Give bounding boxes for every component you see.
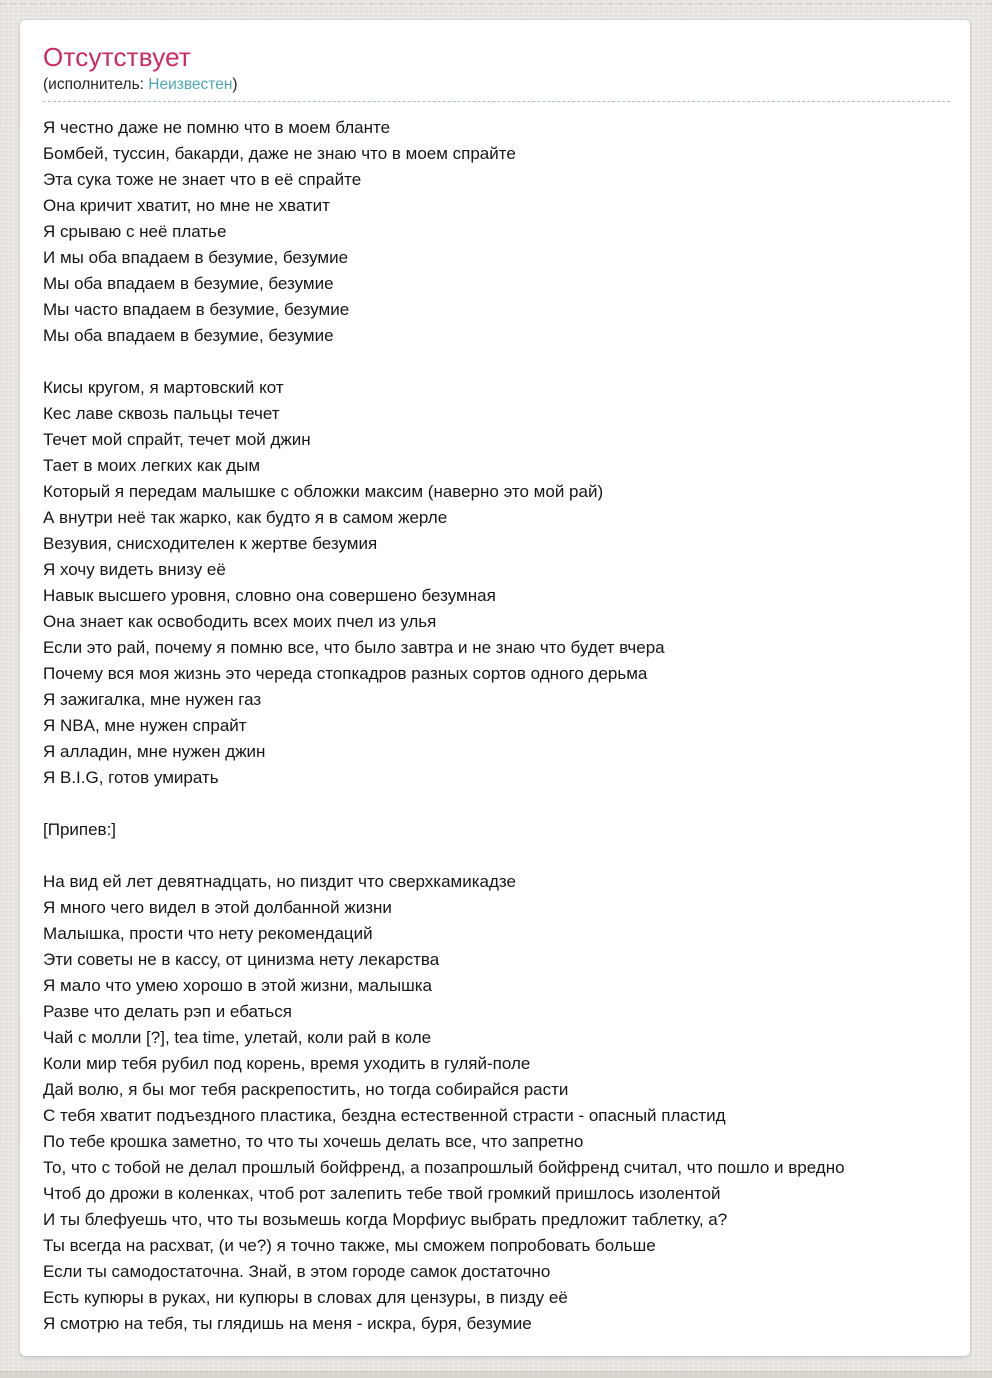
lyric-line: Который я передам малышке с обложки максим (наверно это мой рай) bbox=[43, 481, 604, 501]
lyric-line: Если ты самодостаточна. Знай, в этом городе самок достаточно bbox=[43, 1261, 551, 1281]
lyric-line: Она кричит хватит, но мне не хватит bbox=[43, 195, 330, 215]
stanza bbox=[43, 817, 950, 843]
lyric-line: Она знает как освободить всех моих пчел из улья bbox=[43, 611, 437, 631]
song-title: Отсутствует bbox=[43, 42, 192, 72]
stanza bbox=[43, 375, 950, 791]
song-header bbox=[43, 43, 950, 102]
lyric-line: Кес лаве сквозь пальцы течет bbox=[43, 403, 280, 423]
lyric-line: По тебе крошка заметно, то что ты хочешь делать все, что запретно bbox=[43, 1131, 584, 1151]
lyric-line: Я мало что умею хорошо в этой жизни, малышка bbox=[43, 975, 432, 995]
stitched-top-border bbox=[0, 3, 992, 5]
lyric-line: Если это рай, почему я помню все, что было завтра и не знаю что будет вчера bbox=[43, 637, 665, 657]
lyric-line: Течет мой спрайт, течет мой джин bbox=[43, 429, 311, 449]
artist-line bbox=[43, 76, 950, 94]
lyrics-card bbox=[20, 20, 970, 1356]
lyric-line: Везувия, снисходителен к жертве безумия bbox=[43, 533, 378, 553]
lyric-line: Я много чего видел в этой долбанной жизни bbox=[43, 897, 392, 917]
lyric-line: Я срываю с неё платье bbox=[43, 221, 227, 241]
lyric-line: Навык высшего уровня, словно она совершено безумная bbox=[43, 585, 496, 605]
lyric-line: Мы оба впадаем в безумие, безумие bbox=[43, 325, 334, 345]
lyric-line: А внутри неё так жарко, как будто я в самом жерле bbox=[43, 507, 448, 527]
lyric-line: Коли мир тебя рубил под корень, время уходить в гуляй-поле bbox=[43, 1053, 531, 1073]
lyric-line: Я хочу видеть внизу её bbox=[43, 559, 226, 579]
lyric-line: На вид ей лет девятнадцать, но пиздит что сверхкамикадзе bbox=[43, 871, 516, 891]
lyric-line: И ты блефуешь что, что ты возьмешь когда Морфиус выбрать предложит таблетку, а? bbox=[43, 1209, 728, 1229]
lyric-line: Тает в моих легких как дым bbox=[43, 455, 261, 475]
lyric-line: Дай волю, я бы мог тебя раскрепостить, но тогда собирайся расти bbox=[43, 1079, 569, 1099]
lyric-line: Я зажигалка, мне нужен газ bbox=[43, 689, 262, 709]
lyric-line: Чай с молли [?], tea time, улетай, коли рай в коле bbox=[43, 1027, 432, 1047]
lyric-line: Чтоб до дрожи в коленках, чтоб рот залепить тебе твой громкий пришлось изолентой bbox=[43, 1183, 721, 1203]
lyric-line: То, что с тобой не делал прошлый бойфренд, а позапрошлый бойфренд считал, что пошло и вредно bbox=[43, 1157, 845, 1177]
lyric-line: И мы оба впадаем в безумие, безумие bbox=[43, 247, 349, 267]
lyric-line: Почему вся моя жизнь это череда стопкадров разных сортов одного дерьма bbox=[43, 663, 648, 683]
lyric-line: Есть купюры в руках, ни купюры в словах для цензуры, в пизду её bbox=[43, 1287, 568, 1307]
lyric-line: Эта сука тоже не знает что в её спрайте bbox=[43, 169, 362, 189]
lyric-line: Малышка, прости что нету рекомендаций bbox=[43, 923, 373, 943]
artist-link[interactable]: Неизвестен bbox=[148, 75, 233, 93]
lyric-line: Эти советы не в кассу, от цинизма нету лекарства bbox=[43, 949, 440, 969]
lyrics-text bbox=[43, 115, 950, 1337]
lyric-line: Я B.I.G, готов умирать bbox=[43, 767, 219, 787]
lyric-line: Разве что делать рэп и ебаться bbox=[43, 1001, 292, 1021]
lyric-line: Кисы кругом, я мартовский кот bbox=[43, 377, 284, 397]
artist-label-suffix: ) bbox=[232, 75, 238, 93]
lyric-line: Я честно даже не помню что в моем бланте bbox=[43, 117, 391, 137]
lyric-line: Ты всегда на расхват, (и че?) я точно также, мы сможем попробовать больше bbox=[43, 1235, 656, 1255]
lyric-line: Бомбей, туссин, бакарди, даже не знаю что в моем спрайте bbox=[43, 143, 516, 163]
lyric-line: Мы часто впадаем в безумие, безумие bbox=[43, 299, 350, 319]
stanza bbox=[43, 115, 950, 349]
stanza bbox=[43, 869, 950, 1337]
lyric-line: [Припев:] bbox=[43, 819, 117, 839]
lyric-line: Я алладин, мне нужен джин bbox=[43, 741, 266, 761]
lyric-line: С тебя хватит подъездного пластика, бездна естественной страсти - опасный пластид bbox=[43, 1105, 726, 1125]
lyric-line: Я смотрю на тебя, ты глядишь на меня - искра, буря, безумие bbox=[43, 1313, 532, 1333]
lyric-line: Мы оба впадаем в безумие, безумие bbox=[43, 273, 334, 293]
artist-label-prefix: (исполнитель: bbox=[43, 75, 149, 93]
footer-strip bbox=[0, 1371, 992, 1378]
lyric-line: Я NBA, мне нужен спрайт bbox=[43, 715, 247, 735]
